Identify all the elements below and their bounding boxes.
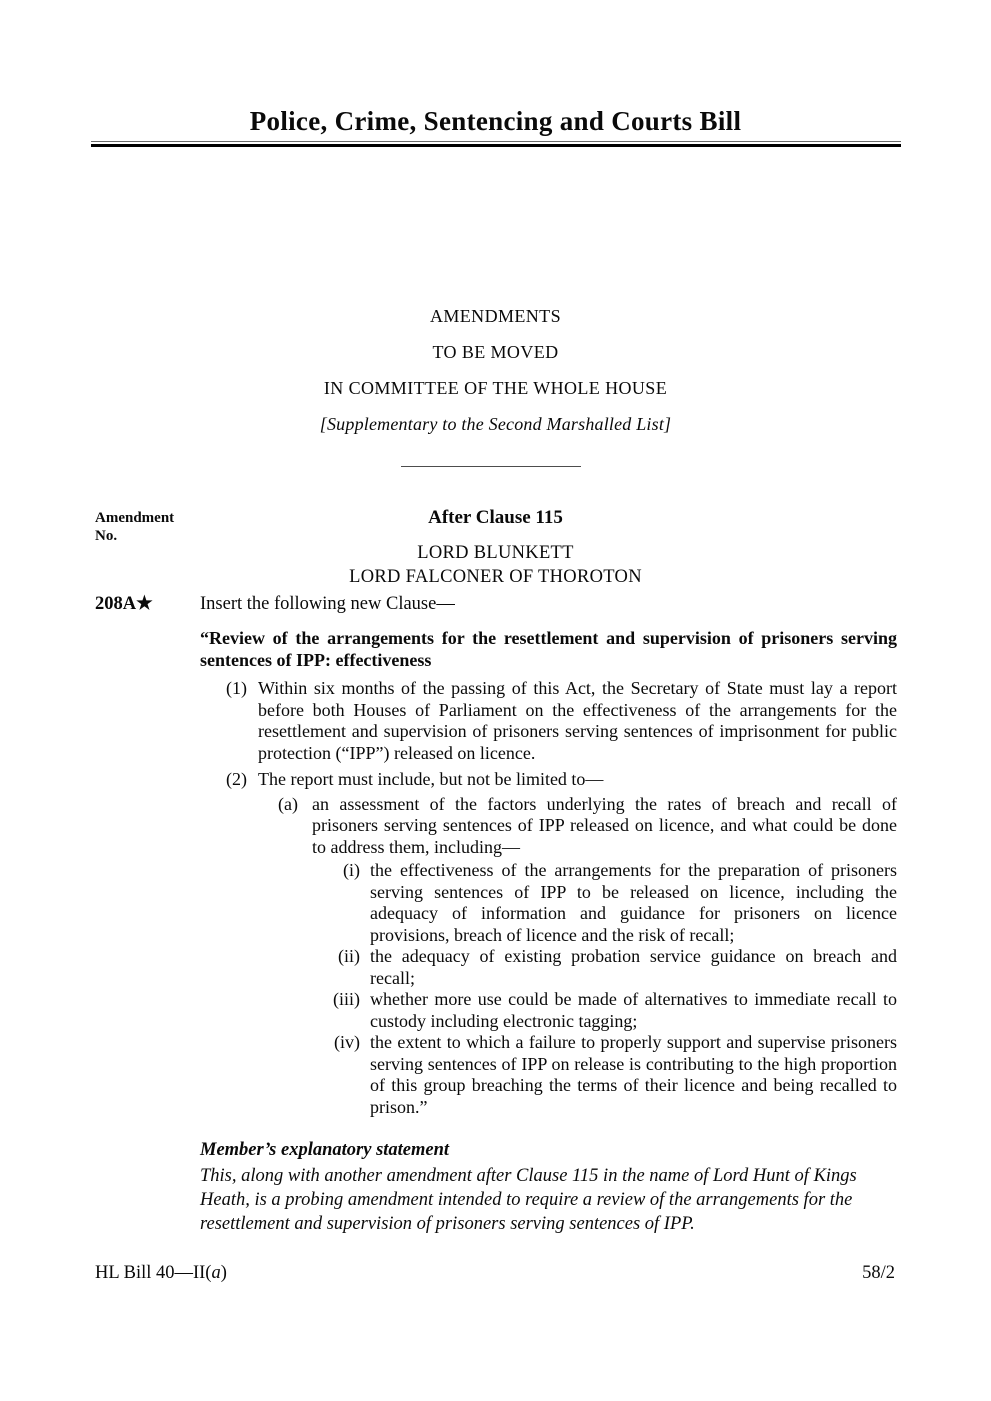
- header-committee: IN COMMITTEE OF THE WHOLE HOUSE: [323, 378, 668, 398]
- subparagraph-number: (iv): [334, 1032, 360, 1052]
- subsection-number: (2): [226, 769, 247, 789]
- header-to-be-moved: TO BE MOVED: [432, 342, 559, 362]
- subsection-1: [200, 678, 897, 764]
- after-clause-heading: After Clause 115: [428, 507, 563, 528]
- subparagraph-number: (i): [343, 860, 360, 880]
- subsection-2: [200, 769, 897, 791]
- bill-title: Police, Crime, Sentencing and Courts Bill: [249, 106, 742, 136]
- amendment-no-label-line1: Amendment: [95, 510, 175, 526]
- header-supplementary-note: [Supplementary to the Second Marshalled List]: [319, 414, 672, 434]
- paragraph-a: [278, 794, 897, 859]
- subparagraph-i: [312, 860, 897, 946]
- bill-reference-italic: a: [211, 1263, 221, 1283]
- explanatory-statement-heading: Member’s explanatory statement: [200, 1140, 450, 1160]
- paragraph-text: an assessment of the factors underlying the rates of breach and recall of prisoners serving sentences of IPP released on licence, and what could be done to address them, including—: [312, 793, 897, 857]
- paragraph-number: (a): [278, 793, 298, 814]
- subparagraph-iii: [312, 989, 897, 1032]
- subsection-text: The report must include, but not be limited to—: [258, 769, 604, 789]
- sponsor-list: [0, 541, 991, 589]
- subparagraph-text: the effectiveness of the arrangements for the preparation of prisoners serving sentences of IPP to be released on licence, including the adequacy of information and guidance for prisoners on licence provisions, breach of licence and the risk of recall;: [370, 860, 897, 945]
- amendment-no-label-line2: No.: [95, 528, 118, 544]
- new-clause-title: “Review of the arrangements for the resettlement and supervision of prisoners serving sentences of IPP: effectiveness: [200, 628, 897, 670]
- subsection-number: (1): [226, 678, 247, 698]
- page-footer: [95, 1263, 895, 1284]
- bill-reference-prefix: HL Bill 40—II(: [95, 1263, 212, 1283]
- explanatory-statement: [200, 1139, 897, 1236]
- amendment-number: 208A★: [95, 594, 153, 614]
- amendment-instruction: Insert the following new Clause—: [200, 594, 455, 614]
- title-double-rule: [91, 141, 901, 147]
- bill-reference: [95, 1263, 227, 1284]
- amendment-row: [95, 593, 895, 615]
- subparagraph-ii: [312, 946, 897, 989]
- new-clause-body: [200, 628, 897, 1236]
- subparagraph-text: whether more use could be made of alternatives to immediate recall to custody including electronic tagging;: [370, 989, 897, 1031]
- amendments-header: [0, 306, 991, 435]
- subparagraph-list: [312, 860, 897, 1118]
- page-number: 58/2: [862, 1263, 895, 1283]
- section-divider-rule: [401, 466, 581, 467]
- subparagraph-iv: [312, 1032, 897, 1118]
- subparagraph-text: the adequacy of existing probation service guidance on breach and recall;: [370, 946, 897, 988]
- subsection-text: Within six months of the passing of this Act, the Secretary of State must lay a report before both Houses of Parliament on the effectiveness of the arrangements for the resettlement and supervision of prisoners serving sentences of imprisonment for public protection (“IPP”) released on licence.: [258, 678, 897, 763]
- subparagraph-number: (iii): [333, 989, 360, 1009]
- sponsor-name: LORD BLUNKETT: [417, 543, 574, 563]
- sponsor-name: LORD FALCONER OF THOROTON: [349, 567, 642, 587]
- header-amendments: AMENDMENTS: [429, 306, 561, 326]
- subparagraph-text: the extent to which a failure to properly support and supervise prisoners serving sentences of IPP on release is contributing to the high proportion of this group breaching the terms of their licence and being recalled to prison.”: [370, 1032, 897, 1117]
- bill-reference-suffix: ): [220, 1263, 227, 1283]
- explanatory-statement-text: This, along with another amendment after Clause 115 in the name of Lord Hunt of Kings Heath, is a probing amendment intended to require a review of the arrangements for the resettlement and supervision of prisoners serving sentences of IPP.: [200, 1166, 857, 1234]
- subparagraph-number: (ii): [338, 946, 360, 966]
